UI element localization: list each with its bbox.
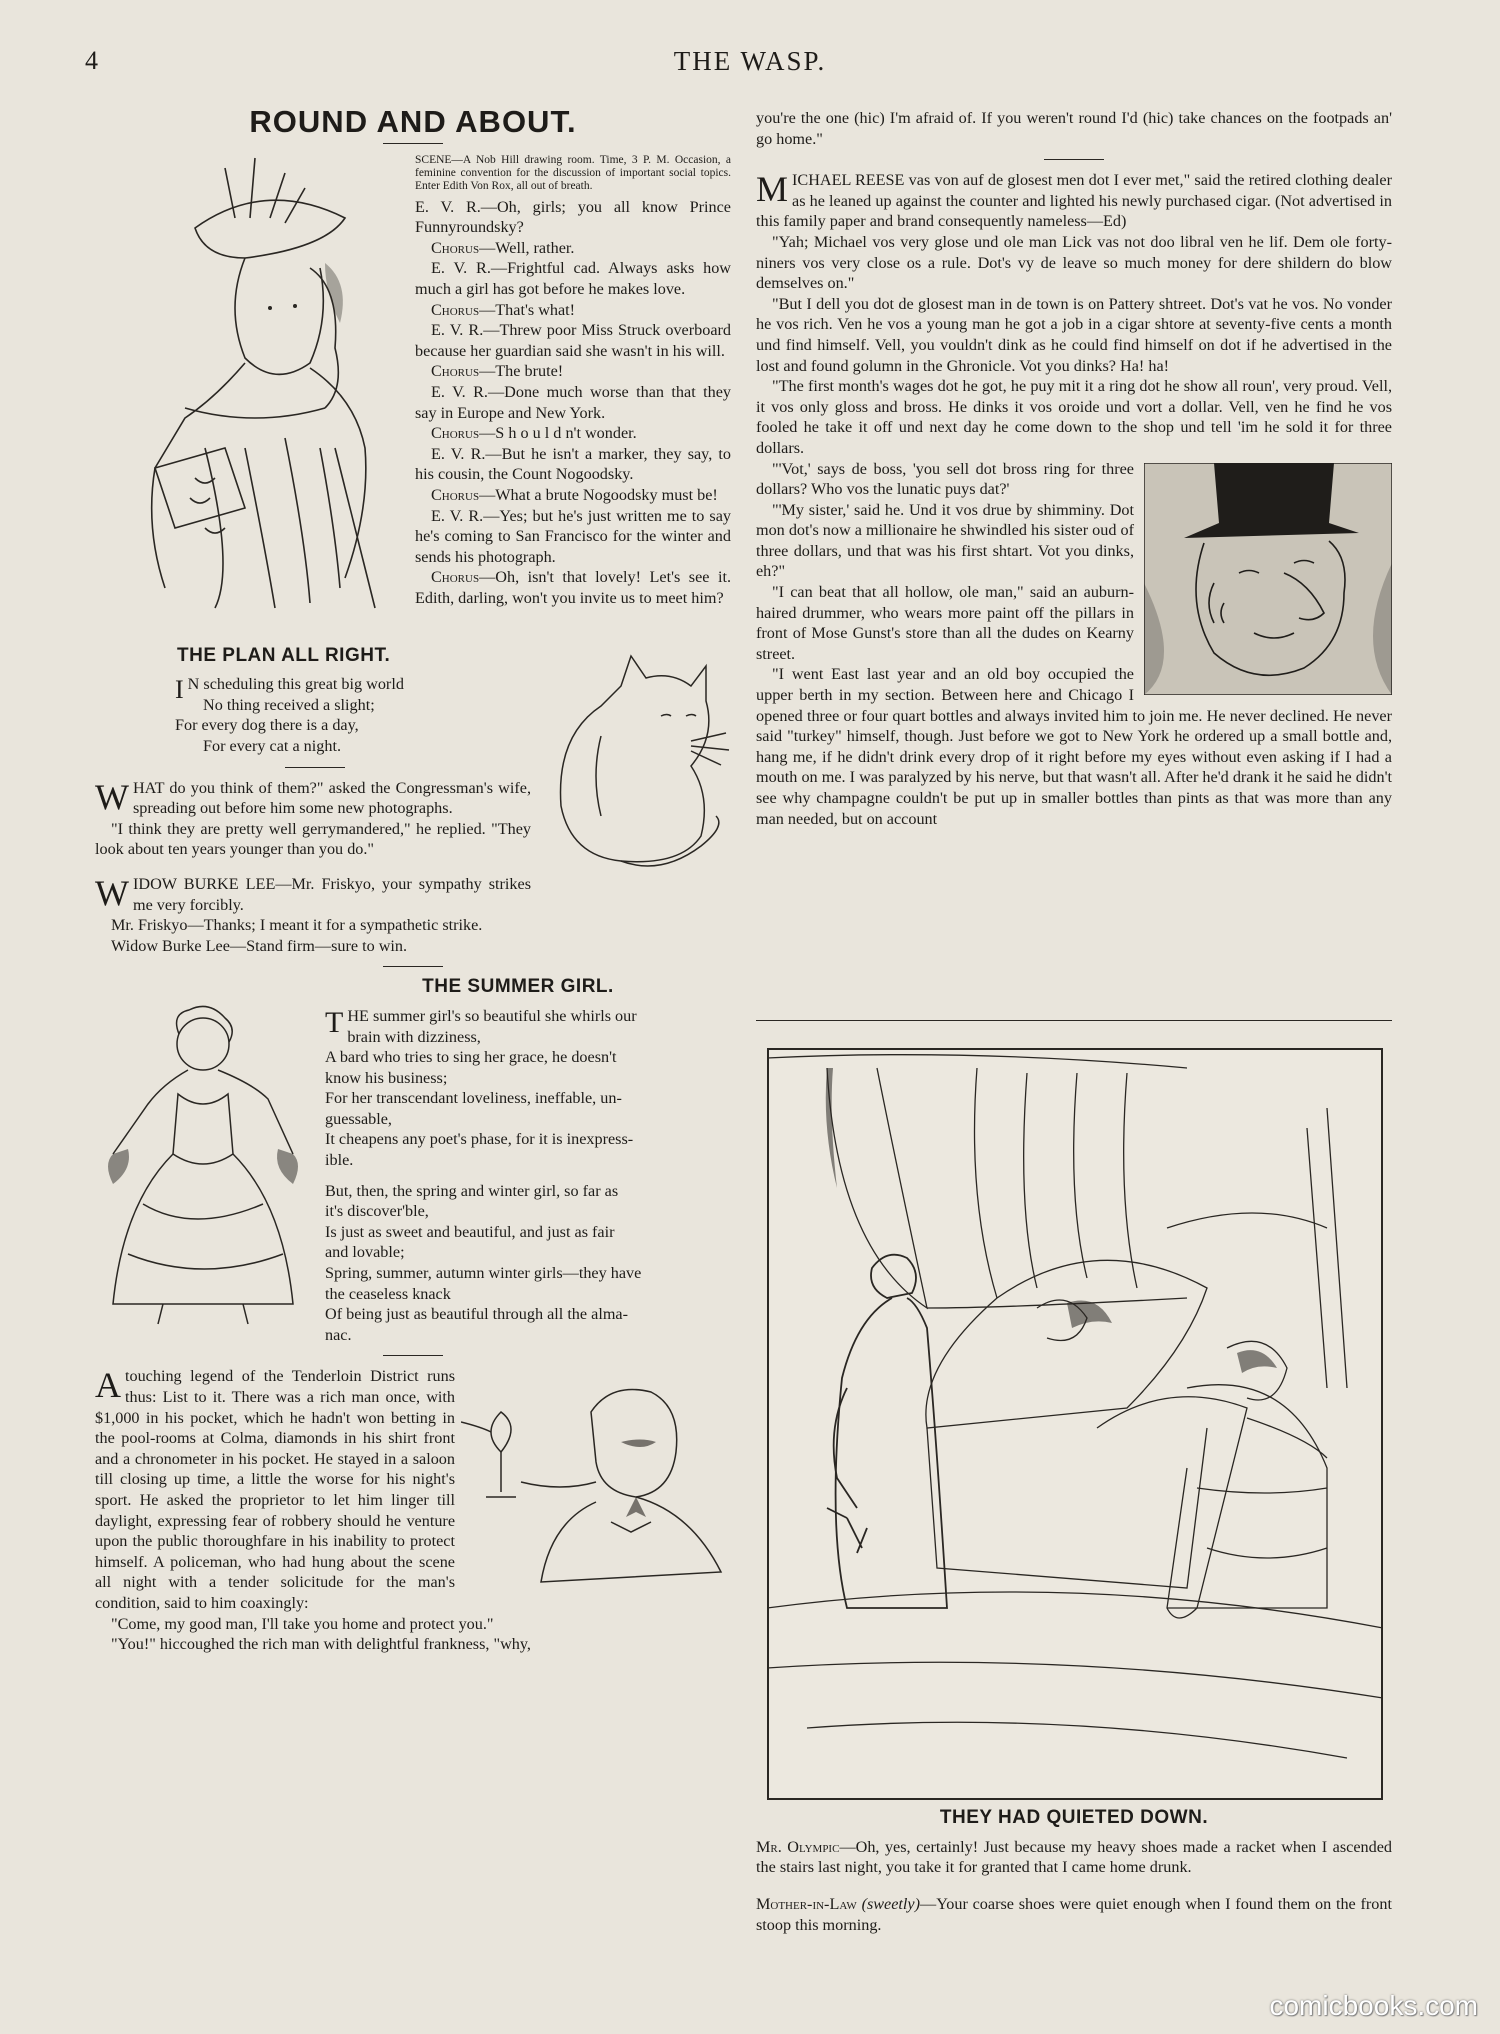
summer-verse: THE summer girl's so beautiful she whirls our brain with dizziness, A bard who tries to sing her grace, he doesn't know his business; For her transcendant loveliness, ineffable, un- guessable, It cheapens any poet's phase, for it is inexpress- ible. But, then, the spring and winter girl, so far as it's discover'ble, Is just as sweet and beautiful, and just as fair and lovable; Spring, summer, autumn winter girls—they have the ceaseless knack Of being just as beautiful through all the alma- nac. <box>325 1005 642 1344</box>
widow-anecdote: WIDOW BURKE LEE—Mr. Friskyo, your sympathy strikes me very forcibly. <box>95 872 531 914</box>
widow-line: Widow Burke Lee—Stand firm—sure to win. <box>111 936 408 955</box>
cat-sketch <box>541 646 731 886</box>
dialogue-line: E. V. R.—Yes; but he's just written me to say he's coming to San Francisco for the winter and sends his photograph. <box>415 506 731 566</box>
lady-illustration <box>95 148 405 616</box>
bedroom-scene-sketch <box>767 1048 1383 1800</box>
cat-illustration <box>541 646 731 886</box>
divider <box>383 143 443 144</box>
story-paragraph: "The first month's wages dot he got, he puy mit it a ring dot he show all roun', very proud. Vell, it vos only gloss and bross. He dinks it vos oroide und vort a dollar. Vell, ven he find he vos fooled he take it off und next day he come down to the shop und tell 'im he sold it for three dollars. <box>756 377 1392 457</box>
caption-line: Mother-in-Law (sweetly)—Your coarse shoes were quiet enough when I found them on the front stoop this morning. <box>756 1894 1392 1934</box>
photo-reply: "I think they are pretty well gerrymandered," he replied. "They look about ten years younger than you do." <box>95 819 531 859</box>
story-paragraph: "'My sister,' said he. Und it vos drue by shimminy. Dot mon dot's now a millionaire he shwindled his sister oud of three dollars, und that was his first shtart. Vot you dinks, eh?" <box>756 500 1134 581</box>
caption-line: Mr. Olympic—Oh, yes, certainly! Just because my heavy shoes made a racket when I ascended the stairs last night, you take it for granted that I came home drunk. <box>756 1837 1392 1877</box>
dialogue-line: Chorus—Oh, isn't that lovely! Let's see it. Edith, darling, won't you invite us to meet him? <box>415 568 731 607</box>
dialogue-line: Chorus—The brute! <box>431 362 564 381</box>
dialogue-line: Chorus—What a brute Nogoodsky must be! <box>431 485 718 504</box>
michael-reese-story: MICHAEL REESE vas von auf de glosest men dot I ever met," said the retired clothing dealer as he leaned up against the counter and lighted his newly purchased cigar. (Not advertised in this family paper and brand consequently nameless—Ed) <box>756 169 1392 231</box>
dialogue-line: Chorus—Well, rather. <box>431 238 575 257</box>
lady-with-hat-sketch <box>95 148 405 616</box>
dialogue-line: Chorus—That's what! <box>431 300 576 319</box>
summer-girl-illustration <box>93 1004 313 1334</box>
dialogue-line: Chorus—S h o u l d n't wonder. <box>431 424 637 443</box>
widow-line: Mr. Friskyo—Thanks; I meant it for a sympathetic strike. <box>111 916 483 935</box>
old-man-portrait <box>1144 463 1392 695</box>
masthead: THE WASP. <box>673 46 827 76</box>
story-paragraph: "'Vot,' says de boss, 'you sell dot bross ring for three dollars? Who vos the lunatic puys dat?' <box>756 459 1134 499</box>
page-header <box>0 46 1500 86</box>
dancing-girl-sketch <box>93 1004 313 1334</box>
plan-verse: I N scheduling this great big world No thing received a slight; For every dog there is a day, For every cat a night. <box>175 675 404 755</box>
dialogue-line: E. V. R.—Threw poor Miss Struck overboard because her guardian said she wasn't in his will. <box>415 321 731 360</box>
scene-direction: SCENE—A Nob Hill drawing room. Time, 3 P. M. Occasion, a feminine convention for the discussion of important social topics. Enter Edith Von Rox, all out of breath. <box>415 153 731 192</box>
dialogue-line: E. V. R.—Frightful cad. Always asks how much a girl has got before he makes love. <box>415 259 731 298</box>
legend-quote: "You!" hiccoughed the rich man with delightful frankness, "why, <box>111 1635 531 1654</box>
page-number: 4 <box>85 46 98 75</box>
rich-man-illustration <box>461 1372 731 1602</box>
divider <box>383 1355 443 1356</box>
tenderloin-legend: Atouching legend of the Tenderloin District runs thus: List to it. There was a rich man once, with $1,000 in his pocket, which he hadn't won betting in the pool-rooms at Colma, diamonds in his shirt front and a chronometer in his pocket. He stayed in a saloon till closing up time, a little the worse for his night's sport. He asked the proprietor to let him linger till daylight, expressing fear of robbery should he venture upon the public thoroughfare in his inability to protect himself. A policeman, who had hung about the scene all night with a tender solicitude for the man's condition, said to him coaxingly: <box>95 1365 455 1612</box>
divider <box>383 966 443 967</box>
section-title: ROUND AND ABOUT. <box>249 104 577 139</box>
photo-anecdote: WHAT do you think of them?" asked the Congressman's wife, spreading out before him some new photographs. <box>95 776 531 818</box>
left-column <box>95 104 731 1948</box>
story-paragraph: "Yah; Michael vos very glose und ole man Lick vas not doo libral ven he lif. Dem ole forty-niners vos very close os a rule. Dot's vy de leave so much money for dere shildern do blow demselves on." <box>756 232 1392 293</box>
bedroom-cartoon <box>767 1048 1383 1800</box>
section-divider <box>756 1020 1392 1021</box>
cartoon-title: THEY HAD QUIETED DOWN. <box>939 1807 1209 1828</box>
dialogue-line: E. V. R.—But he isn't a marker, they say, to his cousin, the Count Nogoodsky. <box>415 444 731 484</box>
summer-title: THE SUMMER GIRL. <box>422 976 614 998</box>
legend-quote: "Come, my good man, I'll take you home and protect you." <box>111 1614 494 1633</box>
story-paragraph: "But I dell you dot de glosest man in de town is on Pattery shtreet. Dot's vat he vos. No vonder he vos rich. Ven he vos a young man he got a job in a cigar shtore at seventy-five cents a month und find himself. Vell, you vouldn't dink as he could find himself on dot if he advertised in the lost and found golumn in the Ghronicle. Vot you dinks? Ha! ha! <box>756 294 1392 375</box>
plan-title: THE PLAN ALL RIGHT. <box>177 644 391 666</box>
divider <box>285 767 345 768</box>
legend-continuation: you're the one (hic) I'm afraid of. If you weren't round I'd (hic) take chances on the footpads an' go home." <box>756 109 1392 148</box>
dialogue-line: E. V. R.—Oh, girls; you all know Prince Funnyroundsky? <box>415 197 731 237</box>
watermark: comicbooks.com <box>1269 1990 1478 2021</box>
story-paragraph: "I can beat that all hollow, ole man," said an auburn-haired drummer, who wears more paint off the pillars in front of Mose Gunst's store than all the dudes on Kearny street. <box>756 583 1134 663</box>
divider <box>1044 159 1104 160</box>
top-hat-man-sketch <box>1144 463 1392 695</box>
rich-man-drinking-sketch <box>461 1372 731 1602</box>
cartoon-caption <box>756 1808 1392 1951</box>
story-paragraph: "I went East last year and an old boy occupied the upper berth in my section. Between here and Chicago I opened three or four quart bottles and always invited him to join me. He never declined. He never said "turkey" himself, though. Just before we got to New York he ordered up a small bottle and, hang me, if he didn't drink every drop of it right before my eyes without even asking if I had a mouth on me. I was paralyzed by his nerve, but that wasn't all. After he'd drank it he said he didn't see why champagne couldn't be put up in smaller bottles than pints as that was more than any man needed, but on account <box>756 665 1392 828</box>
dialogue-line: E. V. R.—Done much worse than that they say in Europe and New York. <box>415 382 731 422</box>
